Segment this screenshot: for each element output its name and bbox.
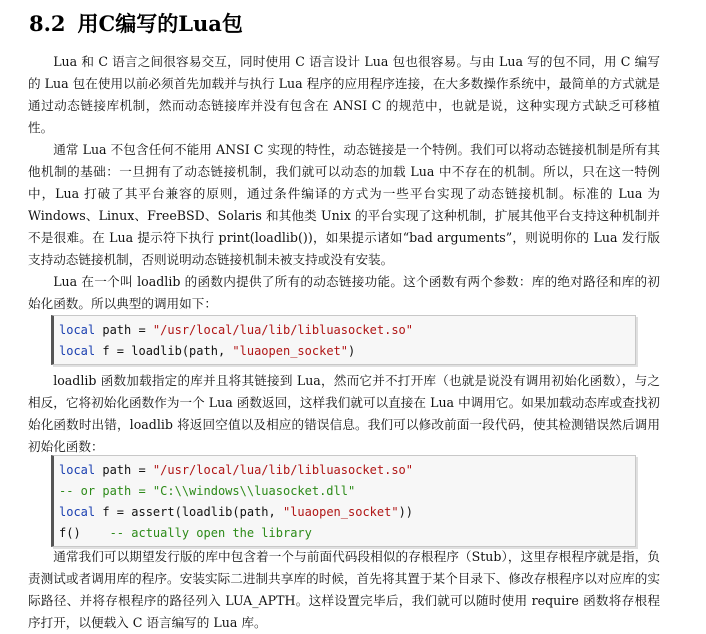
code-token: -- actually open the library bbox=[109, 526, 312, 540]
code-token: "luaopen_socket" bbox=[232, 344, 348, 358]
code-token: path = bbox=[95, 463, 153, 477]
paragraph-dynamic-linking: 通常 Lua 不包含任何不能用 ANSI C 实现的特性，动态链接是一个特例。我们可以将动态链接机制是所有其他机制的基础：一旦拥有了动态链接机制，我们就可以动态的加载 Lua 中不存在的机制。所以，只在这一特例中，Lua 打破了其平台兼容的原则，通过条件编译的方式为一些平台实现了动态链接机制。标准的 Lua 为 Windows、Linux、FreeBSD、Solaris 和其他类 Unix 的平台实现了这种机制，扩展其他平台支持这种机制并不是很难。在 Lua 提示符下执行 print(loadlib())，如果提示诸如“bad arguments”，则说明你的 Lua 发行版支持动态链接机制，否则说明动态链接机制未被支持或没有安装。 bbox=[28, 142, 660, 267]
code-token: "luaopen_socket" bbox=[282, 505, 399, 519]
code-token: ) bbox=[348, 344, 356, 358]
section-heading bbox=[29, 10, 243, 38]
code-token: "/usr/local/lua/lib/libluasocket.so" bbox=[152, 463, 414, 477]
code-token: -- or path = "C:\\windows\\luasocket.dll" bbox=[59, 484, 356, 498]
section-number: 8.2 bbox=[29, 11, 66, 36]
section-title: 用C编写的Lua包 bbox=[77, 11, 243, 36]
code-token: )) bbox=[398, 505, 414, 519]
code-token: local bbox=[59, 344, 96, 358]
code-block-1 bbox=[51, 315, 636, 365]
code-token: path = bbox=[95, 323, 153, 337]
code-line bbox=[59, 460, 635, 481]
paragraph-loadlib-errors: loadlib 函数加载指定的库并且将其链接到 Lua，然而它并不打开库（也就是说没有调用初始化函数），与之相反，它将初始化函数作为一个 Lua 函数返回，这样我们就可以直接在 Lua 中调用它。如果加载动态库或查找初始化函数时出错，loadlib 将返回空值以及相应的错误信息。我们可以修改前面一段代码，使其检测错误然后调用初始化函数： bbox=[28, 373, 660, 454]
paragraph-loadlib: Lua 在一个叫 loadlib 的函数内提供了所有的动态链接功能。这个函数有两个参数：库的绝对路径和库的初始化函数。所以典型的调用如下： bbox=[28, 274, 660, 311]
code-line bbox=[59, 481, 635, 502]
paragraph-intro: Lua 和 C 语言之间很容易交互，同时使用 C 语言设计 Lua 包也很容易。与由 Lua 写的包不同，用 C 编写的 Lua 包在使用以前必须首先加载并与执行 Lua 程序的应用程序连接，在大多数操作系统中，最简单的方式就是通过动态链接库机制，然而动态链接库并没有包含在 ANSI C 的规范中，也就是说，这种实现方式缺乏可移植性。 bbox=[28, 54, 660, 135]
code-line bbox=[59, 320, 635, 341]
code-block-2 bbox=[51, 455, 636, 547]
code-token: local bbox=[59, 463, 96, 477]
code-token: local bbox=[59, 505, 96, 519]
code-token: f = loadlib(path, bbox=[95, 344, 233, 358]
code-token: f() bbox=[59, 526, 110, 540]
code-line bbox=[59, 502, 635, 523]
code-line bbox=[59, 341, 635, 362]
code-line bbox=[59, 523, 635, 544]
code-token: "/usr/local/lua/lib/libluasocket.so" bbox=[152, 323, 414, 337]
code-token: local bbox=[59, 323, 96, 337]
code-token: f = assert(loadlib(path, bbox=[95, 505, 283, 519]
paragraph-stub: 通常我们可以期望发行版的库中包含着一个与前面代码段相似的存根程序（Stub），这里存根程序就是指，负责测试或者调用库的程序。安装实际二进制共享库的时候，首先将其置于某个目录下、修改存根程序以对应库的实际路径、并将存根程序的路径列入 LUA_APTH。这样设置完毕后，我们就可以随时使用 require 函数将存根程序打开，以便载入 C 语言编写的 Lua 库。 bbox=[28, 549, 660, 630]
